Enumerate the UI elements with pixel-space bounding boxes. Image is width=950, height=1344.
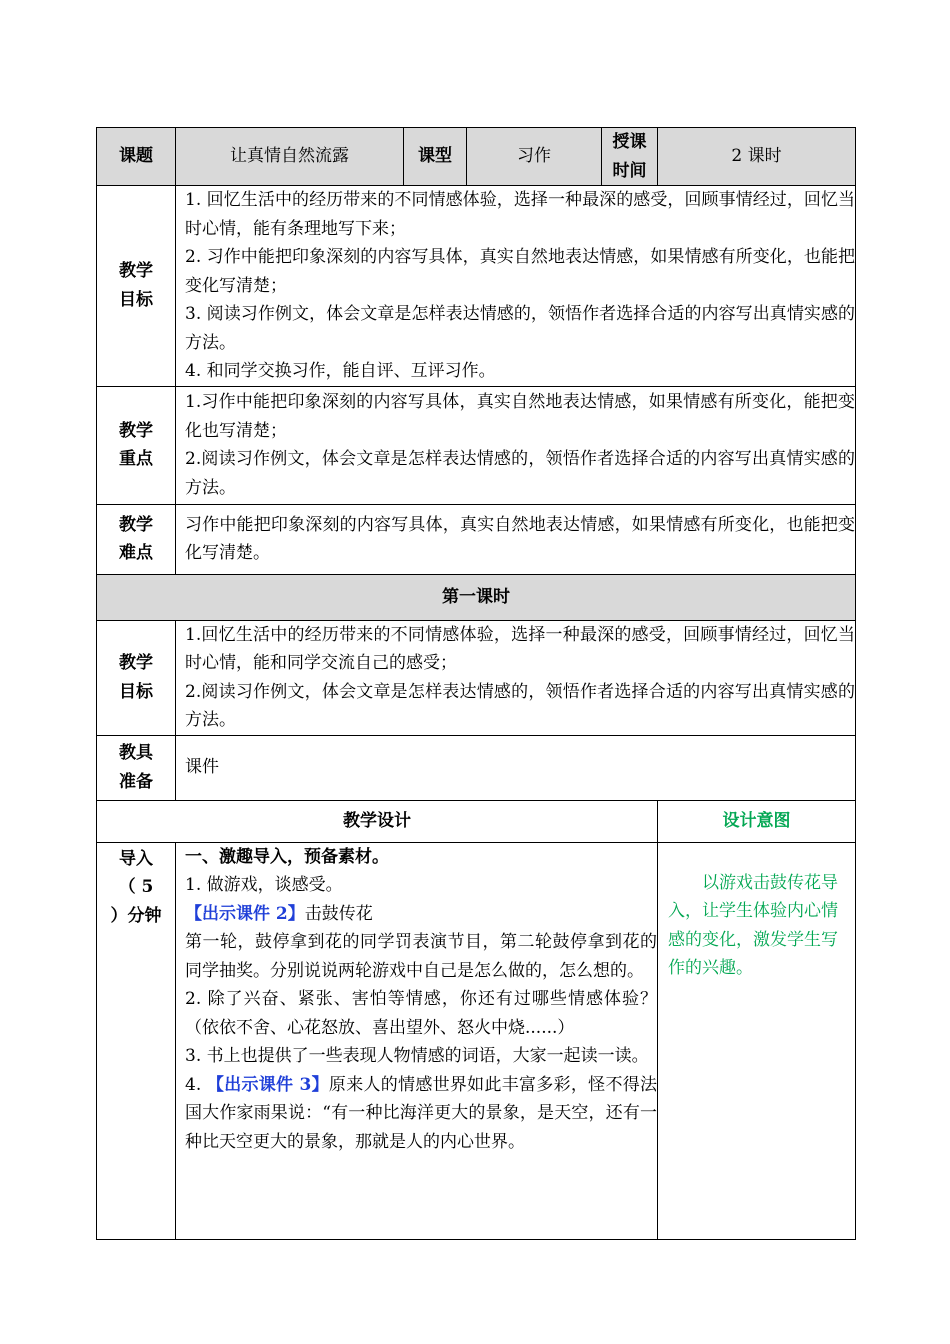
stage-label bbox=[97, 842, 176, 1239]
key-point-item: 1.习作中能把印象深刻的内容写具体，真实自然地表达情感，如果情感有所变化，能把变化也写清楚； bbox=[185, 392, 856, 441]
lesson-objectives-label-line-1: 教学 bbox=[119, 653, 153, 673]
objectives-label-line-1: 教学 bbox=[119, 261, 153, 282]
step-4 bbox=[185, 1071, 657, 1157]
objective-item: 3. 阅读习作例文，体会文章是怎样表达情感的，领悟作者选择合适的内容写出真情实感的方法。 bbox=[185, 304, 856, 353]
lesson-objectives-content bbox=[176, 620, 856, 735]
type-value: 习作 bbox=[467, 128, 602, 186]
difficulties-row bbox=[97, 504, 856, 574]
step-1-detail: 第一轮，鼓停拿到花的同学罚表演节目，第二轮鼓停拿到花的同学抽奖。分别说说两轮游戏中自己是怎么做的，怎么想的。 bbox=[185, 932, 657, 981]
step-4-prefix: 4. bbox=[185, 1074, 207, 1095]
key-points-label bbox=[97, 386, 176, 504]
objective-item: 1. 回忆生活中的经历带来的不同情感体验，选择一种最深的感受，回顾事情经过，回忆当时心情，能有条理地写下来； bbox=[185, 190, 856, 239]
step-2: 2. 除了兴奋、紧张、害怕等情感，你还有过哪些情感体验？（依依不舍、心花怒放、喜出望外、怒火中烧......） bbox=[185, 989, 657, 1038]
design-content-row bbox=[97, 842, 856, 1239]
key-point-item: 2.阅读习作例文，体会文章是怎样表达情感的，领悟作者选择合适的内容写出真情实感的方法。 bbox=[185, 449, 856, 498]
design-header-row bbox=[97, 800, 856, 842]
step-3: 3. 书上也提供了一些表现人物情感的词语，大家一起读一读。 bbox=[185, 1046, 649, 1066]
tools-label-line-1: 教具 bbox=[119, 743, 153, 763]
courseware-2-line bbox=[185, 900, 657, 929]
difficulties-label-line-1: 教学 bbox=[119, 514, 153, 535]
time-label-line-1: 授课 bbox=[612, 132, 647, 152]
key-points-content bbox=[176, 386, 856, 504]
objectives-row bbox=[97, 186, 856, 387]
lesson-objectives-label-line-2: 目标 bbox=[119, 681, 153, 702]
stage-label-line-1: 导入 bbox=[119, 848, 153, 869]
lesson-objectives-row bbox=[97, 620, 856, 735]
courseware-2-tag: 【出示课件 2】 bbox=[185, 903, 305, 924]
difficulties-label-line-2: 难点 bbox=[119, 543, 153, 563]
intent-header: 设计意图 bbox=[658, 800, 856, 842]
step-4-text: 原来人的情感世界如此丰富多彩，怪不得法国大作家雨果说：“有一种比海洋更大的景象，是天空，还有一种比天空更大的景象，那就是人的内心世界。 bbox=[185, 1074, 658, 1152]
time-label-line-2: 时间 bbox=[612, 160, 647, 181]
objective-item: 2. 习作中能把印象深刻的内容写具体，真实自然地表达情感，如果情感有所变化，也能把变化写清楚； bbox=[185, 247, 856, 296]
courseware-2-text: 击鼓传花 bbox=[304, 903, 373, 924]
difficulties-content: 习作中能把印象深刻的内容写具体，真实自然地表达情感，如果情感有所变化，也能把变化写清楚。 bbox=[176, 504, 856, 574]
objectives-label-line-2: 目标 bbox=[119, 289, 153, 310]
difficulties-label bbox=[97, 504, 176, 574]
objectives-label bbox=[97, 186, 176, 387]
key-points-label-line-2: 重点 bbox=[119, 449, 153, 469]
topic-value: 让真情自然流露 bbox=[176, 128, 404, 186]
type-label: 课型 bbox=[404, 128, 467, 186]
lesson-plan-table bbox=[96, 127, 856, 1240]
design-header: 教学设计 bbox=[97, 800, 658, 842]
time-label bbox=[602, 128, 658, 186]
first-lesson-title: 第一课时 bbox=[97, 574, 856, 620]
key-points-label-line-1: 教学 bbox=[119, 420, 153, 441]
stage-label-line-2: （ 5 bbox=[118, 877, 154, 897]
objective-item: 4. 和同学交换习作，能自评、互评习作。 bbox=[185, 361, 496, 381]
lesson-objective-item: 1.回忆生活中的经历带来的不同情感体验，选择一种最深的感受，回顾事情经过，回忆当时心情，能和同学交流自己的感受； bbox=[185, 624, 856, 673]
topic-label: 课题 bbox=[97, 128, 176, 186]
design-content bbox=[176, 842, 658, 1239]
step-1: 1. 做游戏，谈感受。 bbox=[185, 875, 343, 895]
tools-label bbox=[97, 735, 176, 800]
stage-label-line-3: ）分钟 bbox=[110, 905, 162, 926]
header-row bbox=[97, 128, 856, 186]
section-title: 一、激趣导入，预备素材。 bbox=[185, 846, 389, 867]
tools-value: 课件 bbox=[176, 735, 856, 800]
courseware-3-tag: 【出示课件 3】 bbox=[206, 1074, 329, 1095]
objectives-content bbox=[176, 186, 856, 387]
key-points-row bbox=[97, 386, 856, 504]
time-value: 2 课时 bbox=[658, 128, 856, 186]
intent-content: 以游戏击鼓传花导入，让学生体验内心情感的变化，激发学生写作的兴趣。 bbox=[658, 842, 856, 1239]
tools-row bbox=[97, 735, 856, 800]
lesson-objectives-label bbox=[97, 620, 176, 735]
lesson-objective-item: 2.阅读习作例文，体会文章是怎样表达情感的，领悟作者选择合适的内容写出真情实感的方法。 bbox=[185, 681, 856, 730]
tools-label-line-2: 准备 bbox=[119, 771, 153, 792]
first-lesson-row bbox=[97, 574, 856, 620]
